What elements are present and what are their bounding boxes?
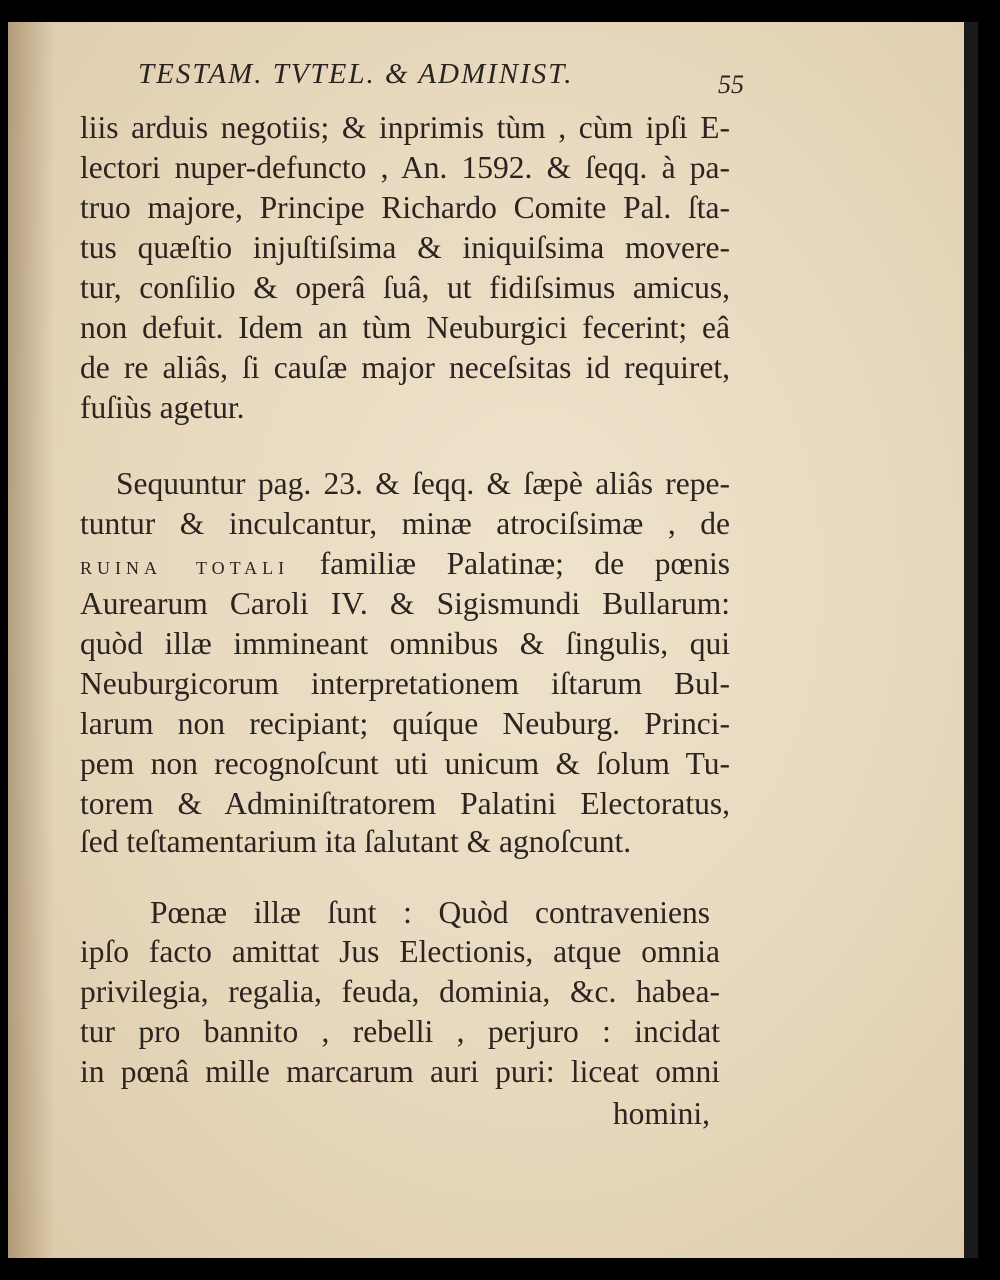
- text-line: tur, conſilio & operâ ſuâ, ut fidiſsimus amicus,: [80, 270, 730, 305]
- text-line: lectori nuper-defuncto , An. 1592. & ſeqq. à pa-: [80, 150, 730, 185]
- text-line: larum non recipiant; quíque Neuburg. Princi-: [80, 706, 730, 741]
- text-line: Aurearum Caroli IV. & Sigismundi Bullarum:: [80, 586, 730, 621]
- text-line: Neuburgicorum interpretationem iſtarum Bul-: [80, 666, 730, 701]
- small-caps-phrase: ruina totali: [80, 553, 290, 580]
- text-line: Sequuntur pag. 23. & ſeqq. & ſæpè aliâs repe-: [116, 466, 730, 501]
- text-line: quòd illæ immineant omnibus & ſingulis, qui: [80, 626, 730, 661]
- text-span: familiæ Palatinæ; de pœnis: [319, 546, 730, 581]
- text-line: tuntur & inculcantur, minæ atrociſsimæ , de: [80, 506, 730, 541]
- text-line: Pœnæ illæ ſunt : Quòd contraveniens: [150, 895, 710, 930]
- text-line: privilegia, regalia, feuda, dominia, &c. habea-: [80, 974, 720, 1009]
- text-line-mixed: [80, 544, 730, 587]
- text-line: torem & Adminiſtratorem Palatini Electoratus,: [80, 786, 730, 821]
- text-line: non defuit. Idem an tùm Neuburgici fecerint; eâ: [80, 310, 730, 345]
- text-line: tur pro bannito , rebelli , perjuro : incidat: [80, 1014, 720, 1049]
- gutter-shadow: [8, 22, 54, 1258]
- text-line: liis arduis negotiis; & inprimis tùm , cùm ipſi E-: [80, 110, 730, 145]
- text-line: truo majore, Principe Richardo Comite Pal. ſta-: [80, 190, 730, 225]
- page-number: 55: [718, 70, 744, 99]
- text-line: ipſo facto amittat Jus Electionis, atque omnia: [80, 934, 720, 969]
- text-line: fuſiùs agetur.: [80, 390, 245, 425]
- running-head: TESTAM. TVTEL. & ADMINIST.: [138, 58, 574, 90]
- text-line: de re aliâs, ſi cauſæ major neceſsitas id requiret,: [80, 350, 730, 385]
- text-line: in pœnâ mille marcarum auri puri: liceat omni: [80, 1054, 720, 1089]
- text-line: tus quæſtio injuſtiſsima & iniquiſsima movere-: [80, 230, 730, 265]
- page-edge-strip: [964, 22, 978, 1258]
- catchword: homini,: [612, 1096, 710, 1131]
- text-line: pem non recognoſcunt uti unicum & ſolum Tu-: [80, 746, 730, 781]
- text-line: ſed teſtamentarium ita ſalutant & agnoſcunt.: [80, 824, 632, 859]
